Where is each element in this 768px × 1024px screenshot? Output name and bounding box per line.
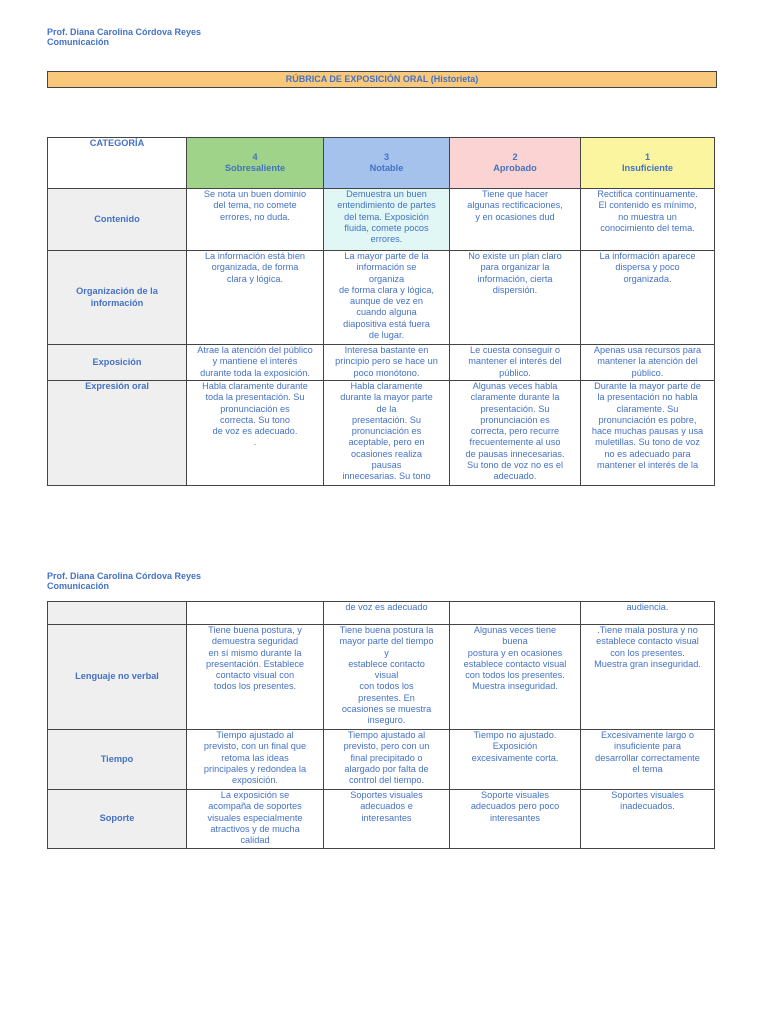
- level-score: 2: [512, 151, 518, 162]
- table-cell: Se nota un buen dominio del tema, no comete errores, no duda.: [187, 189, 324, 251]
- table-cell: audiencia.: [581, 602, 715, 625]
- table-cell: Tiene buena postura la mayor parte del tiempo y establece contacto visual con todos los presentes. En ocasiones se muestra inseguro.: [324, 625, 450, 730]
- table-cell: No existe un plan claro para organizar la información, cierta dispersión.: [450, 251, 581, 345]
- table-row: [48, 790, 715, 849]
- level-score: 4: [252, 151, 258, 162]
- table-cell: Soportes visuales inadecuados.: [581, 790, 715, 849]
- table-cell: Interesa bastante en principio pero se hace un poco monótono.: [324, 345, 450, 381]
- table-cell: Rectifica continuamente. El contenido es mínimo, no muestra un conocimiento del tema.: [581, 189, 715, 251]
- teacher-name: Prof. Diana Carolina Córdova Reyes: [47, 27, 202, 37]
- table-cell: Tiene buena postura, y demuestra seguridad en sí mismo durante la presentación. Establece contacto visual con todos los presentes.: [187, 625, 324, 730]
- level-header-1: [581, 138, 715, 189]
- level-name: Insuficiente: [621, 163, 674, 173]
- teacher-name: Prof. Diana Carolina Córdova Reyes: [47, 571, 202, 581]
- page-header: [47, 27, 201, 47]
- table-row: [48, 189, 715, 251]
- table-cell: Atrae la atención del público y mantiene el interés durante toda la exposición.: [187, 345, 324, 381]
- level-header-2: [450, 138, 581, 189]
- table-cell: La mayor parte de la información se organiza de forma clara y lógica, aunque de vez en cuando alguna diapositiva está fuera de lugar.: [324, 251, 450, 345]
- table-cell: Soporte visuales adecuados pero poco interesantes: [450, 790, 581, 849]
- table-cell: Algunas veces tiene buena postura y en ocasiones establece contacto visual con todos los presentes. Muestra inseguridad.: [450, 625, 581, 730]
- table-cell: Demuestra un buen entendimiento de partes del tema. Exposición fluida, comete pocos errores.: [324, 189, 450, 251]
- row-category: Lenguaje no verbal: [48, 625, 187, 730]
- table-cell: [187, 602, 324, 625]
- row-category: [48, 602, 187, 625]
- table-cell: La exposición se acompaña de soportes visuales especialmente atractivos y de mucha calidad: [187, 790, 324, 849]
- table-cell: Habla claramente durante toda la presentación. Su pronunciación es correcta. Su tono de voz es adecuado. .: [187, 381, 324, 486]
- rubric-table-page2: [47, 601, 715, 849]
- table-row: [48, 251, 715, 345]
- row-category: Organización de la información: [48, 251, 187, 345]
- row-category: Expresión oral: [48, 381, 187, 486]
- table-cell: Algunas veces habla claramente durante la presentación. Su pronunciación es correcta, pero recurre frecuentemente al uso de pausas innecesarias. Su tono de voz no es el adecuado.: [450, 381, 581, 486]
- table-cell: Durante la mayor parte de la presentación no habla claramente. Su pronunciación es pobre, hace muchas pausas y usa muletillas. Su tono de voz no es adecuado para mantener el interés de la: [581, 381, 715, 486]
- table-cell: Tiempo ajustado al previsto, con un final que retoma las ideas principales y redondea la exposición.: [187, 730, 324, 790]
- table-cell: La información está bien organizada, de forma clara y lógica.: [187, 251, 324, 345]
- rubric-title: RÚBRICA DE EXPOSICIÓN ORAL (Historieta): [47, 71, 717, 88]
- table-cell: Tiene que hacer algunas rectificaciones, y en ocasiones dud: [450, 189, 581, 251]
- level-score: 1: [644, 151, 651, 162]
- level-score: 3: [383, 151, 390, 162]
- subject-name: Comunicación: [47, 37, 110, 47]
- row-category: Exposición: [48, 345, 187, 381]
- table-cell: Soportes visuales adecuados e interesantes: [324, 790, 450, 849]
- level-name: Notable: [369, 163, 404, 173]
- row-category: Contenido: [48, 189, 187, 251]
- level-name: Sobresaliente: [224, 163, 286, 173]
- table-cell: Habla claramente durante la mayor parte de la presentación. Su pronunciación es aceptable, pero en ocasiones realiza pausas innecesarias. Su tono: [324, 381, 450, 486]
- table-row: [48, 381, 715, 486]
- table-row: [48, 625, 715, 730]
- level-header-3: [324, 138, 450, 189]
- page-header: [47, 571, 201, 591]
- table-cell: La información aparece dispersa y poco organizada.: [581, 251, 715, 345]
- table-cell: Tiempo ajustado al previsto, pero con un final precipitado o alargado por falta de control del tiempo.: [324, 730, 450, 790]
- table-cell: [450, 602, 581, 625]
- table-cell: Apenas usa recursos para mantener la atención del público.: [581, 345, 715, 381]
- table-cell: Le cuesta conseguir o mantener el interés del público.: [450, 345, 581, 381]
- table-cell: de voz es adecuado: [324, 602, 450, 625]
- rubric-table-page1: [47, 137, 715, 486]
- subject-name: Comunicación: [47, 581, 110, 591]
- table-cell: Excesivamente largo o insuficiente para desarrollar correctamente el tema: [581, 730, 715, 790]
- table-row: [48, 602, 715, 625]
- table-cell: .Tiene mala postura y no establece contacto visual con los presentes. Muestra gran inseguridad.: [581, 625, 715, 730]
- level-name: Aprobado: [493, 163, 537, 173]
- table-row: [48, 730, 715, 790]
- row-category: Soporte: [48, 790, 187, 849]
- level-header-4: [187, 138, 324, 189]
- row-category: Tiempo: [48, 730, 187, 790]
- table-row: [48, 345, 715, 381]
- category-header: CATEGORÍA: [48, 138, 187, 189]
- table-header-row: [48, 138, 715, 189]
- table-cell: Tiempo no ajustado. Exposición excesivamente corta.: [450, 730, 581, 790]
